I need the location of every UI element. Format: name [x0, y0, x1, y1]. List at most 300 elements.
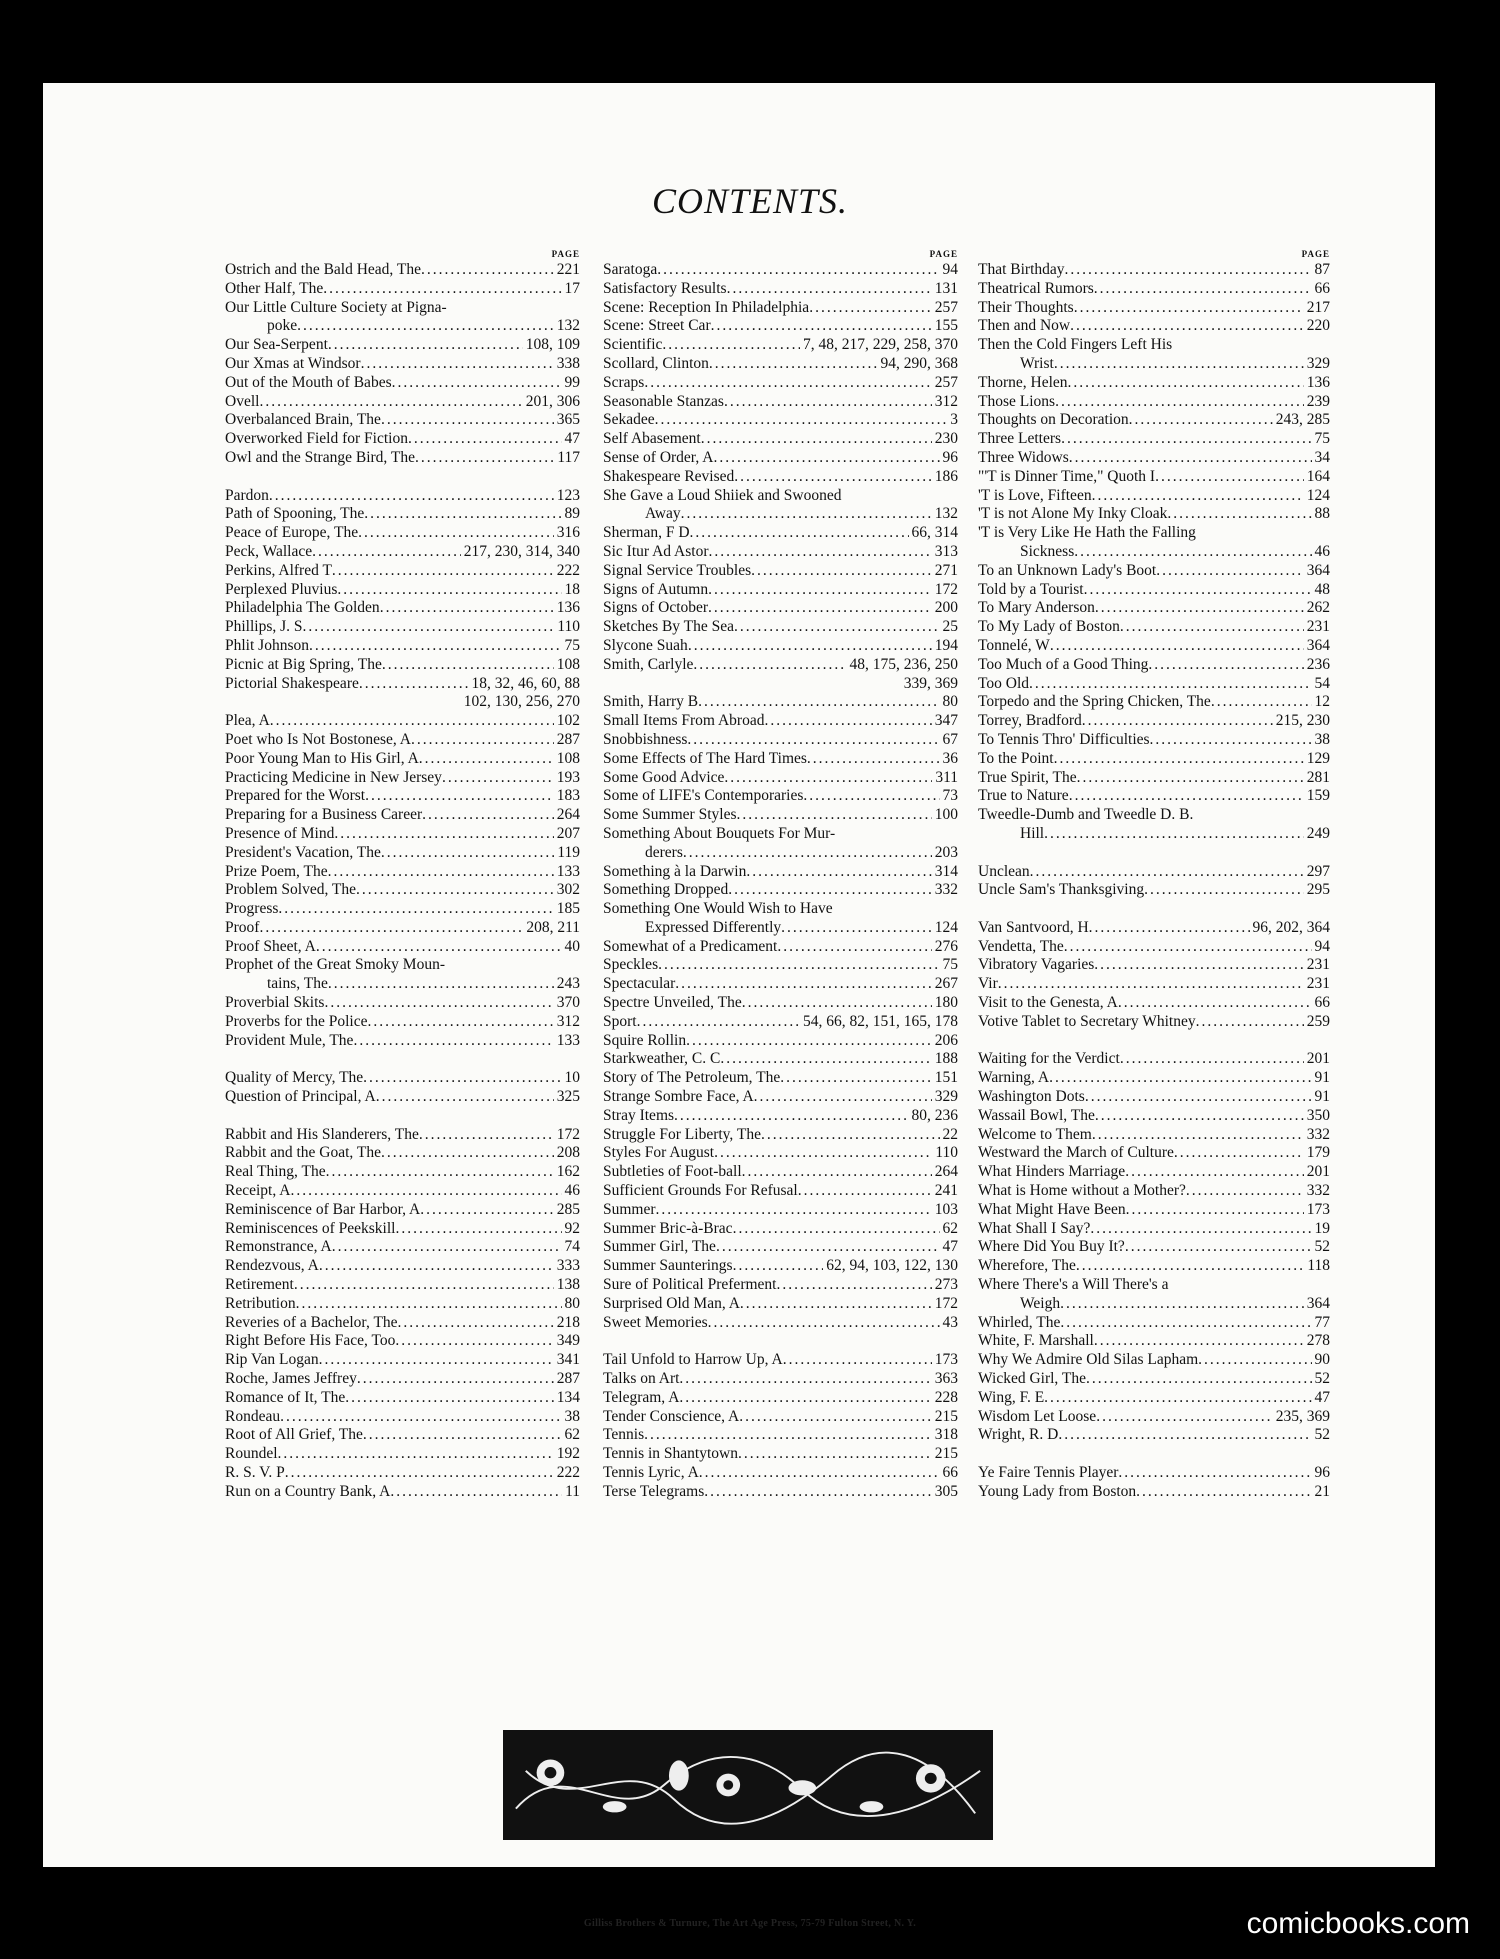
contents-entry	[225, 844, 580, 863]
contents-entry	[225, 1483, 580, 1502]
page-title: CONTENTS.	[651, 181, 849, 221]
entry-title: Vibratory Vagaries	[978, 956, 1095, 974]
entry-title: 'T is Very Like He Hath the Falling	[978, 524, 1196, 542]
dot-leader	[1076, 1257, 1304, 1276]
entry-title: Van Santvoord, H	[978, 918, 1089, 936]
entry-title: Whirled, The	[978, 1313, 1061, 1331]
entry-page-numbers: 235, 369	[1275, 1407, 1330, 1425]
contents-entry	[225, 731, 580, 750]
contents-entry	[225, 787, 580, 806]
entry-page-numbers: 312	[934, 392, 958, 410]
entry-title: Expressed Differently	[645, 918, 782, 936]
entry-title: Visit to the Genesta, A	[978, 994, 1118, 1012]
entry-title: Too Old	[978, 674, 1030, 692]
contents-entry	[978, 1069, 1330, 1088]
entry-page-numbers: 287	[556, 730, 580, 748]
entry-title: Poor Young Man to His Girl, A	[225, 749, 419, 767]
entry-title: Prepared for the Worst	[225, 787, 366, 805]
entry-page-numbers: 271	[934, 561, 958, 579]
entry-page-numbers: 96, 202, 364	[1252, 918, 1330, 936]
entry-title: Saratoga	[603, 261, 658, 278]
entry-title: Self Abasement	[603, 430, 701, 448]
contents-entry	[603, 1295, 958, 1314]
entry-page-numbers: 46	[1314, 542, 1330, 560]
contents-entry	[603, 731, 958, 750]
entry-page-numbers: 364	[1306, 636, 1330, 654]
entry-page-numbers: 186	[934, 467, 958, 485]
entry-page-numbers: 108	[556, 749, 580, 767]
entry-page-numbers: 123	[556, 486, 580, 504]
entry-page-numbers: 297	[1306, 862, 1330, 880]
entry-page-numbers: 257	[934, 373, 958, 391]
dot-leader	[296, 1295, 562, 1314]
dot-leader	[1148, 656, 1303, 675]
entry-page-numbers: 318	[934, 1426, 958, 1444]
dot-leader	[746, 863, 931, 882]
contents-entry	[603, 468, 958, 487]
entry-page-numbers: 218	[556, 1313, 580, 1331]
entry-title: Three Widows	[978, 448, 1069, 466]
entry-title: Sure of Political Preferment	[603, 1276, 777, 1294]
entry-page-numbers: 11	[565, 1482, 580, 1500]
entry-page-numbers: 207	[556, 824, 580, 842]
entry-title: Sic Itur Ad Astor	[603, 542, 709, 560]
entry-page-numbers: 118	[1307, 1257, 1330, 1275]
entry-page-numbers: 172	[934, 1294, 958, 1312]
dot-leader	[395, 1332, 553, 1351]
entry-page-numbers: 164	[1306, 467, 1330, 485]
entry-page-numbers: 25	[942, 618, 958, 636]
dot-leader	[704, 1483, 931, 1502]
contents-entry	[225, 675, 580, 694]
entry-title: Wing, F. E	[978, 1388, 1045, 1406]
entry-title: Receipt, A	[225, 1182, 291, 1200]
entry-page-numbers: 22	[942, 1125, 958, 1143]
contents-entry	[225, 280, 580, 299]
entry-title: Snobbishness	[603, 730, 688, 748]
entry-page-numbers: 295	[1306, 881, 1330, 899]
contents-entry	[978, 1013, 1330, 1032]
contents-entry	[225, 693, 580, 712]
dot-leader	[269, 487, 554, 506]
entry-page-numbers: 103	[934, 1200, 958, 1218]
entry-page-numbers: 89	[564, 505, 580, 523]
entry-page-numbers: 92	[564, 1219, 580, 1237]
entry-title: Wright, R. D	[978, 1426, 1059, 1444]
contents-entry	[978, 581, 1330, 600]
entry-title: Where There's a Will There's a	[978, 1276, 1169, 1294]
entry-title: Pictorial Shakespeare	[225, 674, 359, 692]
contents-entry	[978, 261, 1330, 280]
contents-entry	[978, 449, 1330, 468]
contents-entry	[603, 1351, 958, 1370]
contents-entry	[978, 956, 1330, 975]
decorative-ornament-banner	[503, 1730, 993, 1840]
contents-entry	[978, 787, 1330, 806]
letter-group-gap	[978, 844, 1330, 863]
dot-leader	[1044, 825, 1304, 844]
contents-entry	[978, 975, 1330, 994]
contents-entry	[225, 1220, 580, 1239]
entry-title: Weigh	[1020, 1294, 1061, 1312]
entry-title: Tennis	[603, 1426, 645, 1444]
entry-title: Right Before His Face, Too	[225, 1332, 396, 1350]
entry-title: To the Point	[978, 749, 1054, 767]
dot-leader	[1136, 1483, 1311, 1502]
contents-entry	[978, 637, 1330, 656]
entry-title: Welcome to Them	[978, 1125, 1092, 1143]
dot-leader	[363, 1069, 561, 1088]
dot-leader	[420, 1201, 554, 1220]
entry-title: "'T is Dinner Time," Quoth I	[978, 467, 1156, 485]
dot-leader	[323, 280, 561, 299]
entry-page-numbers: 273	[934, 1276, 958, 1294]
entry-title: Proof	[225, 918, 260, 936]
contents-entry	[225, 505, 580, 524]
dot-leader	[761, 1126, 940, 1145]
entry-page-numbers: 124	[934, 918, 958, 936]
entry-page-numbers: 91	[1314, 1069, 1330, 1087]
dot-leader	[637, 1013, 800, 1032]
entry-title: R. S. V. P	[225, 1464, 285, 1481]
contents-entry	[603, 562, 958, 581]
dot-leader	[724, 769, 932, 788]
dot-leader	[357, 1370, 554, 1389]
entry-title: Our Sea-Serpent	[225, 336, 328, 354]
dot-leader	[714, 1144, 932, 1163]
dot-leader	[294, 1276, 554, 1295]
entry-page-numbers: 47	[564, 430, 580, 448]
entry-page-numbers: 94, 290, 368	[880, 354, 958, 372]
entry-page-numbers: 66	[1314, 279, 1330, 297]
entry-title: Rabbit and His Slanderers, The	[225, 1125, 419, 1143]
contents-entry	[978, 1144, 1330, 1163]
entry-title: She Gave a Loud Shiiek and Swooned	[603, 486, 842, 504]
entry-page-numbers: 110	[557, 618, 580, 636]
entry-title: Wicked Girl, The	[978, 1370, 1086, 1388]
entry-page-numbers: 18	[564, 580, 580, 598]
entry-title: Summer	[603, 1200, 656, 1218]
dot-leader	[709, 543, 932, 562]
entry-page-numbers: 249	[1306, 824, 1330, 842]
entry-page-numbers: 66, 314	[911, 524, 958, 542]
entry-page-numbers: 201, 306	[525, 392, 580, 410]
contents-entry	[978, 618, 1330, 637]
entry-title: Sekadee	[603, 411, 655, 429]
entry-title: derers	[645, 843, 683, 861]
entry-page-numbers: 96	[942, 448, 958, 466]
entry-page-numbers: 179	[1306, 1144, 1330, 1162]
dot-leader	[1090, 1220, 1311, 1239]
entry-title: Path of Spooning, The	[225, 505, 365, 523]
contents-entry	[603, 1163, 958, 1182]
entry-title: Quality of Mercy, The	[225, 1069, 364, 1087]
entry-title: Thoughts on Decoration	[978, 411, 1129, 429]
contents-entry	[978, 1238, 1330, 1257]
entry-page-numbers: 110	[935, 1144, 958, 1162]
dot-leader	[655, 411, 948, 430]
dot-leader	[809, 299, 932, 318]
entry-page-numbers: 21	[1314, 1482, 1330, 1500]
contents-entry	[978, 299, 1330, 318]
contents-entry	[225, 618, 580, 637]
contents-entry	[225, 374, 580, 393]
contents-entry	[978, 1257, 1330, 1276]
entry-page-numbers: 94	[942, 261, 958, 278]
dot-leader	[332, 1238, 562, 1257]
contents-entry	[978, 1351, 1330, 1370]
dot-leader	[303, 618, 555, 637]
entry-title: Sherman, F D	[603, 524, 690, 542]
dot-leader	[1118, 994, 1312, 1013]
entry-title: Overworked Field for Fiction	[225, 430, 408, 448]
letter-group-gap	[225, 1107, 580, 1126]
contents-entry	[978, 881, 1330, 900]
entry-title: Poet who Is Not Bostonese, A	[225, 730, 411, 748]
dot-leader	[1074, 543, 1311, 562]
contents-entry	[225, 881, 580, 900]
entry-page-numbers: 305	[934, 1482, 958, 1500]
entry-title: Unclean	[978, 862, 1030, 880]
entry-page-numbers: 67	[942, 730, 958, 748]
entry-page-numbers: 17	[564, 279, 580, 297]
dot-leader	[1064, 938, 1312, 957]
entry-page-numbers: 231	[1306, 975, 1330, 993]
entry-title: Signs of October	[603, 599, 709, 617]
entry-title: Plea, A	[225, 712, 270, 730]
contents-entry	[603, 769, 958, 788]
entry-title: Tennis Lyric, A	[603, 1464, 699, 1481]
entry-page-numbers: 192	[556, 1445, 580, 1463]
dot-leader	[1156, 562, 1304, 581]
entry-page-numbers: 259	[1306, 1012, 1330, 1030]
dot-leader	[1049, 1069, 1311, 1088]
contents-entry	[978, 393, 1330, 412]
entry-title: Westward the March of Culture	[978, 1144, 1174, 1162]
dot-leader	[359, 675, 469, 694]
dot-leader	[1054, 355, 1304, 374]
entry-page-numbers: 332	[1306, 1125, 1330, 1143]
contents-entry	[225, 863, 580, 882]
dot-leader	[1060, 1314, 1311, 1333]
contents-entry	[603, 1238, 958, 1257]
dot-leader	[332, 562, 554, 581]
entry-page-numbers: 62, 94, 103, 122, 130	[826, 1257, 958, 1275]
entry-page-numbers: 74	[564, 1238, 580, 1256]
contents-entry	[978, 599, 1330, 618]
entry-title: Subtleties of Foot-ball	[603, 1163, 742, 1181]
contents-entry	[978, 1370, 1330, 1389]
contents-entry	[603, 637, 958, 656]
entry-page-numbers: 155	[934, 317, 958, 335]
dot-leader	[720, 1050, 931, 1069]
dot-leader	[739, 1408, 932, 1427]
entry-title: Reveries of a Bachelor, The	[225, 1313, 398, 1331]
contents-entry	[603, 581, 958, 600]
entry-title: Scollard, Clinton	[603, 354, 709, 372]
entry-title: Pardon	[225, 486, 269, 504]
dot-leader	[798, 1182, 932, 1201]
dot-leader	[345, 1389, 554, 1408]
entry-page-numbers: 108	[556, 655, 580, 673]
contents-entry	[978, 1201, 1330, 1220]
entry-page-numbers: 40	[564, 937, 580, 955]
entry-title: Scene: Street Car	[603, 317, 711, 335]
site-watermark: comicbooks.com	[1246, 1907, 1470, 1940]
entry-title: Overbalanced Brain, The	[225, 411, 381, 429]
dot-leader	[1198, 1351, 1311, 1370]
contents-entry	[225, 1257, 580, 1276]
entry-page-numbers: 267	[934, 975, 958, 993]
entry-page-numbers: 332	[934, 881, 958, 899]
contents-entry	[225, 1370, 580, 1389]
entry-title: Root of All Grief, The	[225, 1426, 363, 1444]
entry-title: Something About Bouquets For Mur-	[603, 824, 836, 842]
entry-title: What is Home without a Mother?	[978, 1182, 1186, 1200]
dot-leader	[1095, 1107, 1304, 1126]
letter-group-gap	[225, 468, 580, 487]
entry-title: Other Half, The	[225, 279, 324, 297]
entry-title: Prophet of the Great Smoky Moun-	[225, 956, 445, 974]
entry-page-numbers: 18, 32, 46, 60, 88	[471, 674, 580, 692]
entry-title: Rendezvous, A	[225, 1257, 319, 1275]
entry-title: Seasonable Stanzas	[603, 392, 724, 410]
entry-page-numbers: 133	[556, 862, 580, 880]
entry-title: Scraps	[603, 373, 645, 391]
entry-title: Tennis in Shantytown	[603, 1445, 738, 1463]
contents-entry	[603, 693, 958, 712]
dot-leader	[727, 280, 932, 299]
contents-entry	[225, 956, 580, 975]
contents-entry	[225, 1238, 580, 1257]
entry-title: Some of LIFE's Contemporaries	[603, 787, 804, 805]
entry-page-numbers: 36	[942, 749, 958, 767]
entry-title: Styles For August	[603, 1144, 715, 1162]
dot-leader	[381, 411, 554, 430]
dot-leader	[326, 1163, 554, 1182]
dot-leader	[693, 656, 846, 675]
entry-page-numbers: 159	[1306, 787, 1330, 805]
entry-page-numbers: 87	[1314, 261, 1330, 278]
entry-page-numbers: 231	[1306, 956, 1330, 974]
dot-leader	[776, 1276, 931, 1295]
dot-leader	[1069, 449, 1312, 468]
entry-page-numbers: 102	[556, 712, 580, 730]
dot-leader	[376, 1088, 554, 1107]
contents-entry	[603, 825, 958, 844]
dot-leader	[1089, 919, 1250, 938]
dot-leader	[1094, 280, 1312, 299]
letter-group-gap	[603, 1332, 958, 1351]
entry-page-numbers: 75	[942, 956, 958, 974]
contents-entry	[603, 355, 958, 374]
contents-entry	[978, 1182, 1330, 1201]
letter-group-gap	[225, 1050, 580, 1069]
page-column-header: PAGE	[551, 249, 580, 259]
entry-page-numbers: 262	[1306, 599, 1330, 617]
entry-title: Vendetta, The	[978, 937, 1064, 955]
contents-entry	[978, 355, 1330, 374]
entry-page-numbers: 228	[934, 1388, 958, 1406]
entry-page-numbers: 172	[934, 580, 958, 598]
entry-title: Rondeau	[225, 1407, 281, 1425]
contents-entry	[978, 712, 1330, 731]
entry-title: Ye Faire Tennis Player	[978, 1464, 1119, 1481]
contents-entry	[978, 693, 1330, 712]
entry-page-numbers: 119	[557, 843, 580, 861]
dot-leader	[392, 374, 562, 393]
dot-leader	[1118, 1464, 1311, 1483]
entry-title: President's Vacation, The	[225, 843, 381, 861]
dot-leader	[280, 1408, 561, 1427]
contents-entry	[603, 994, 958, 1013]
entry-title: Scientific	[603, 336, 663, 354]
contents-entry	[603, 1276, 958, 1295]
entry-page-numbers: 188	[934, 1050, 958, 1068]
entry-title: Then and Now	[978, 317, 1071, 335]
entry-title: Progress	[225, 900, 279, 918]
dot-leader	[390, 1483, 562, 1502]
entry-title: Spectre Unveiled, The	[603, 994, 742, 1012]
contents-entry	[978, 1389, 1330, 1408]
entry-page-numbers: 66	[942, 1464, 958, 1481]
dot-leader	[679, 1389, 931, 1408]
dot-leader	[708, 581, 932, 600]
contents-entry	[603, 787, 958, 806]
entry-title: Smith, Harry B	[603, 693, 699, 711]
dot-leader	[701, 430, 932, 449]
contents-entry	[603, 844, 958, 863]
contents-entry	[603, 1182, 958, 1201]
contents-entry	[603, 750, 958, 769]
dot-leader	[1044, 1389, 1311, 1408]
entry-page-numbers: 349	[556, 1332, 580, 1350]
contents-entry	[225, 524, 580, 543]
entry-page-numbers: 43	[942, 1313, 958, 1331]
contents-entry	[978, 543, 1330, 562]
contents-entry	[225, 1464, 580, 1483]
dot-leader	[381, 844, 554, 863]
dot-leader	[686, 1032, 932, 1051]
contents-entry	[603, 1370, 958, 1389]
entry-title: Phillips, J. S	[225, 618, 303, 636]
dot-leader	[358, 524, 554, 543]
dot-leader	[699, 1464, 940, 1483]
entry-title: White, F. Marshall	[978, 1332, 1094, 1350]
entry-page-numbers: 132	[556, 317, 580, 335]
printer-imprint: Gilliss Brothers & Turnure, The Art Age Press, 75-79 Fulton Street, N. Y.	[583, 1918, 917, 1929]
dot-leader	[1086, 1370, 1312, 1389]
contents-entry	[978, 806, 1330, 825]
entry-title: Some Summer Styles	[603, 806, 737, 824]
dot-leader	[1068, 374, 1304, 393]
contents-entry	[603, 938, 958, 957]
entry-page-numbers: 316	[556, 524, 580, 542]
entry-title: Slycone Suah	[603, 636, 688, 654]
dot-leader	[382, 656, 554, 675]
entry-page-numbers: 108, 109	[525, 336, 580, 354]
entry-title: Wherefore, The	[978, 1257, 1076, 1275]
dot-leader	[1074, 299, 1304, 318]
entry-title: Spectacular	[603, 975, 676, 993]
entry-title: Romance of It, The	[225, 1388, 346, 1406]
entry-page-numbers: 276	[934, 937, 958, 955]
entry-page-numbers: 200	[934, 599, 958, 617]
entry-title: Rabbit and the Goat, The	[225, 1144, 381, 1162]
entry-page-numbers: 172	[556, 1125, 580, 1143]
entry-page-numbers: 173	[934, 1351, 958, 1369]
dot-leader	[751, 562, 932, 581]
